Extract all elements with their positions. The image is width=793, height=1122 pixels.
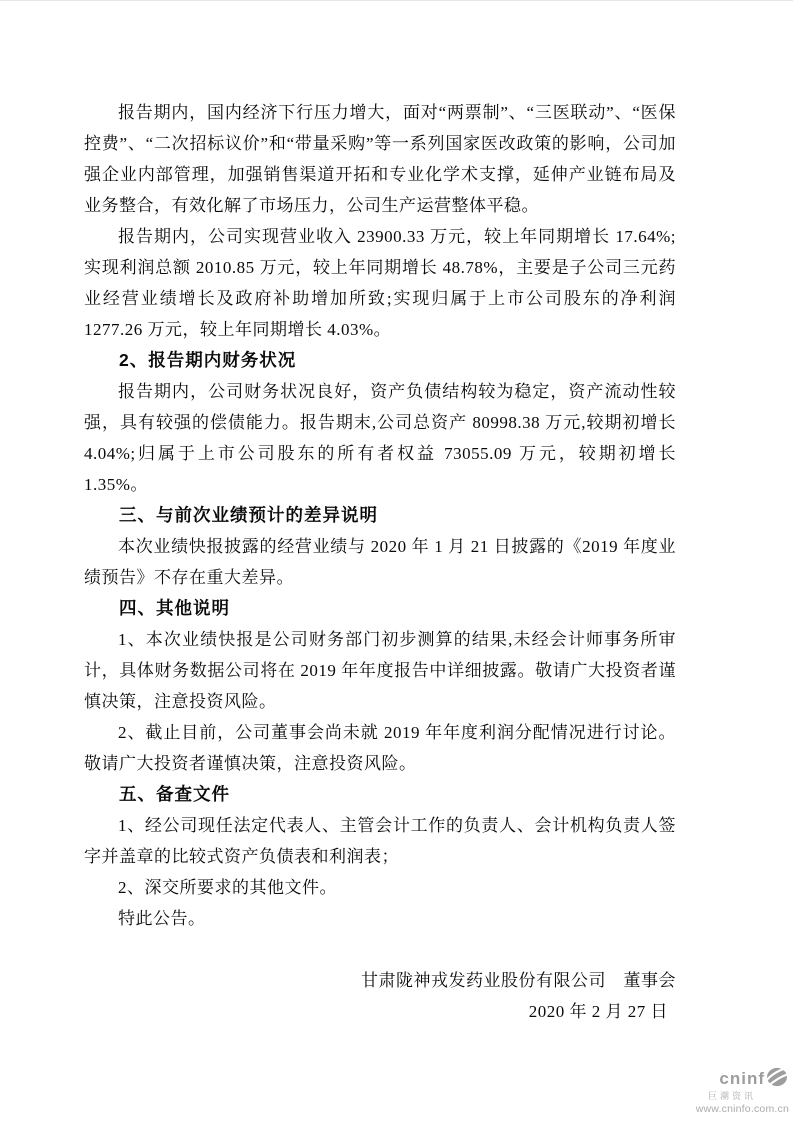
cninfo-brand-cn: 巨潮资讯 (707, 1090, 756, 1101)
section-heading-other-notes: 四、其他说明 (119, 598, 230, 618)
paragraph-announcement-close: 特此公告。 (118, 909, 206, 928)
paragraph-reference-doc-2: 2、深交所要求的其他文件。 (118, 878, 337, 897)
document-content (84, 97, 676, 1027)
paragraph-reference-doc-1: 1、经公司现任法定代表人、主管会计工作的负责人、会计机构负责人签字并盖章的比较式资产负债表和利润表； (84, 816, 676, 866)
signature-date-line: 2020 年 2 月 27 日 (528, 1002, 668, 1021)
cninfo-watermark (670, 1067, 790, 1115)
paragraph-forecast-difference: 本次业绩快报披露的经营业绩与 2020 年 1 月 21 日披露的《2019 年度业绩预告》不存在重大差异。 (84, 537, 676, 587)
paragraph-other-note-2: 2、截止目前，公司董事会尚未就 2019 年年度利润分配情况进行讨论。敬请广大投资者谨慎决策，注意投资风险。 (84, 723, 676, 773)
cninfo-swirl-icon (766, 1067, 788, 1091)
paragraph-operating-results: 报告期内，公司实现营业收入 23900.33 万元，较上年同期增长 17.64%;实现利润总额 2010.85 万元，较上年同期增长 48.78%，主要是子公司三元药业经营业绩增长及政府补助增加所致;实现归属于上市公司股东的净利润 1277.26 万元，较上年同期增长 4.03%。 (84, 227, 676, 339)
section-heading-forecast-difference: 三、与前次业绩预计的差异说明 (119, 505, 378, 525)
signature-block (84, 965, 676, 1027)
paragraph-other-note-1: 1、本次业绩快报是公司财务部门初步测算的结果,未经会计师事务所审计，具体财务数据公司将在 2019 年年度报告中详细披露。敬请广大投资者谨慎决策，注意投资风险。 (84, 630, 676, 711)
signature-company-line: 甘肃陇神戎发药业股份有限公司 董事会 (361, 971, 676, 990)
cninfo-logo-row (670, 1067, 790, 1091)
cninfo-logo-text: cninf (719, 1069, 765, 1088)
section-heading-reference-documents: 五、备查文件 (119, 784, 230, 804)
paragraph-market-environment: 报告期内，国内经济下行压力增大，面对“两票制”、“三医联动”、“医保控费”、“二次招标议价”和“带量采购”等一系列国家医改政策的影响，公司加强企业内部管理，加强销售渠道开拓和专业化学术支撑，延伸产业链布局及业务整合，有效化解了市场压力，公司生产运营整体平稳。 (84, 103, 676, 215)
section-heading-financial-status: 2、报告期内财务状况 (119, 350, 297, 370)
paragraph-financial-status: 报告期内，公司财务状况良好，资产负债结构较为稳定，资产流动性较强，具有较强的偿债能力。报告期末,公司总资产 80998.38 万元,较期初增长 4.04%;归属于上市公司股东的所有者权益 73055.09 万元，较期初增长 1.35%。 (84, 382, 676, 494)
cninfo-url: www.cninfo.com.cn (695, 1102, 789, 1115)
